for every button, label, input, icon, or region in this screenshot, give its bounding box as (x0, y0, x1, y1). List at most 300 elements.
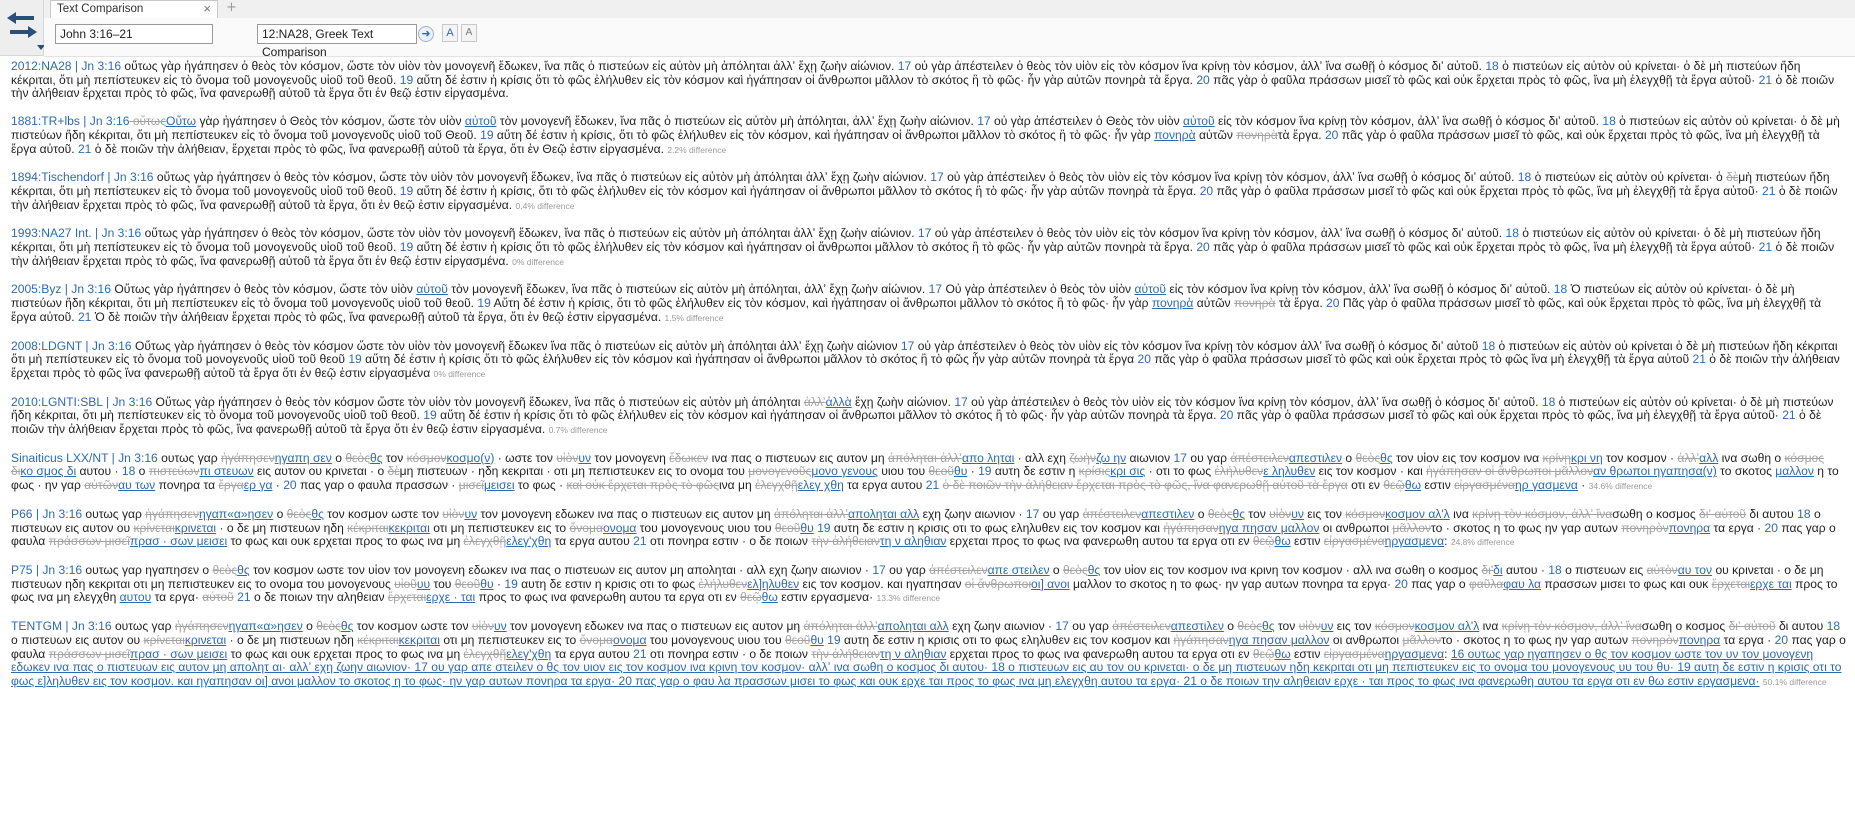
verse-text: αὕτη δέ ἐστιν ἡ κρίσις ὅτι τὸ φῶς ἐλήλυθεν εἰς τὸν κόσμον καὶ ἠγάπησαν οἱ ἄνθρωποι μᾶλλον τὸ σκότος ἢ τὸ φῶς· ἦν γὰρ αὐτῶν πονηρὰ τὰ ἔργα. (413, 72, 1197, 87)
added-text: ηγα πησαν μαλλον (1218, 520, 1320, 535)
verse-text: ἔχῃ ζωὴν αἰώνιον. (851, 394, 955, 409)
omitted-text: ἠγάπησεν (145, 506, 200, 521)
verse-number[interactable]: 17 (917, 226, 932, 241)
verse-text: το φως · (514, 478, 567, 493)
comparison-row (11, 508, 1846, 550)
verse-number[interactable]: 21 (633, 534, 647, 549)
omitted-text: θεὸς (286, 506, 312, 521)
omitted-text: ἠγάπησαν (1163, 520, 1219, 535)
comparison-row (11, 227, 1846, 269)
omitted-text: ἐλήλυθεν (1214, 464, 1264, 479)
resource-reference-link[interactable]: 1881:TR+lbs | Jn 3:16 (11, 114, 130, 129)
verse-text: Ὁ δὲ ποιῶν τὴν ἀλήθειαν ἔρχεται πρὸς τὸ φῶς, ἵνα φανερωθῇ αὐτοῦ τὰ ἔργα, ὅτι ἐν θεῷ ἐστιν εἰργασμένα. (91, 309, 665, 324)
verse-number[interactable]: 20 (1326, 296, 1340, 311)
tab-close-icon[interactable]: × (203, 1, 211, 16)
omitted-text: δι' (1481, 562, 1494, 577)
app-menu-button[interactable] (0, 0, 44, 56)
resource-reference-link[interactable]: P66 | Jn 3:16 (11, 506, 83, 521)
verse-number[interactable]: 19 (399, 72, 414, 87)
omitted-text: μᾶλλον (1392, 520, 1432, 535)
verse-text: τα εργα αυτου (843, 478, 926, 493)
added-text: κοσμο(ν) (446, 450, 495, 465)
verse-number[interactable]: 19 (399, 240, 414, 255)
verse-text: μαλλον το σκοτος η το φως· ην γαρ αυτων πονηρα τα εργα· (1069, 576, 1395, 591)
added-text: θς (340, 619, 354, 634)
omitted-text: κέκριται (347, 520, 389, 535)
added-text: θς (1262, 619, 1275, 634)
verse-number[interactable]: 18 (1548, 562, 1562, 577)
added-text: τη ν αληθιαν (879, 534, 947, 549)
verse-number[interactable]: 19 (399, 183, 414, 198)
verse-text: το φως και ουκ ερχεται προς το φως ινα μη (227, 646, 464, 661)
added-text: κρι νη (1570, 450, 1603, 465)
verse-text: · (967, 464, 979, 479)
omitted-text: διʼ αὐτοῦ (1699, 506, 1747, 521)
added-text: υν (1320, 619, 1334, 634)
verse-number[interactable]: 19 (423, 408, 437, 423)
verse-number[interactable]: 21 (237, 590, 251, 605)
added-text: ηργασμενα (1384, 646, 1445, 661)
resource-reference-link[interactable]: 2008:LDGNT | Jn 3:16 (11, 338, 132, 353)
comparison-row (11, 396, 1846, 438)
toolbar (44, 18, 1855, 57)
verse-number[interactable]: 20 (283, 478, 297, 493)
comparison-row (11, 452, 1846, 494)
verse-text: οὕτως γὰρ ἠγάπησεν ὁ θεὸς τὸν κόσμον, ὥστε τὸν υἱὸν τὸν μονογενῆ ἔδωκεν, ἵνα πᾶς ὁ πιστεύων εἰς αὐτὸν μὴ ἀπόληται ἀλλʼ ἔχῃ ζωὴν αἰώνιον. (141, 226, 918, 241)
added-text: αυ τον (1677, 562, 1713, 577)
verse-number[interactable]: 21 (1758, 240, 1773, 255)
resource-reference-link[interactable]: Sinaiticus LXX/NT | Jn 3:16 (11, 450, 158, 465)
comparison-list (11, 60, 1846, 704)
resource-reference-link[interactable]: 2010:LGNTI:SBL | Jn 3:16 (11, 394, 153, 409)
verse-text: πᾶς γὰρ ὁ φαῦλα πράσσων μισεῖ τὸ φῶς καὶ οὐκ ἔρχεται πρὸς τὸ φῶς, ἵνα μὴ ἐλεγχθῇ τὰ ἔργα αὐτοῦ· (1209, 240, 1759, 255)
omitted-text: ἔρχεται (387, 590, 427, 605)
verse-number[interactable]: 19 (477, 296, 491, 311)
added-text: κεκριται (398, 632, 440, 647)
added-text: αλλ (1699, 450, 1719, 465)
omitted-text: θεῷ (740, 590, 762, 605)
verse-text: Οὐ γὰρ ἀπέστειλεν ὁ θεὸς τὸν υἱὸν (942, 282, 1135, 297)
added-text: θς (1087, 562, 1101, 577)
omitted-text: θεὸς (1063, 562, 1088, 577)
verse-text: ινα σωθη ο (1718, 450, 1785, 465)
added-text: θς (311, 506, 324, 521)
verse-text: ὁ πιστεύων εἰς αὐτὸν οὐ κρίνεται ὁ δὲ μὴ πιστεύων ἤδη κέκριται ὅτι μὴ πεπίστευκεν εἰς τὸ ὄνομα τοῦ μονογενοῦς υἱοῦ τοῦ θεοῦ (11, 338, 1838, 367)
verse-number[interactable]: 21 (1758, 72, 1773, 87)
verse-text: τον (1245, 506, 1270, 521)
font-size-decrease-button[interactable]: A (461, 24, 477, 42)
omitted-text: εἰργασμένα (1323, 646, 1385, 661)
omitted-text: θεὸς (316, 619, 341, 634)
omitted-text: πιστεύων (148, 464, 200, 479)
verse-number[interactable]: 18 (1485, 59, 1499, 73)
verse-text: οτι πονηρα εστιν · ο δε ποιων (646, 646, 812, 661)
verse-text: αυτου · (1502, 562, 1549, 577)
verse-text: αυτη δε εστιν η κρισις οτι το φως (517, 576, 699, 591)
verse-number[interactable]: 18 (121, 464, 136, 479)
added-text: θς (237, 562, 250, 577)
verse-number[interactable]: 20 (1199, 183, 1214, 198)
omitted-text: πονηρὸν (1631, 632, 1679, 647)
comparison-row (11, 171, 1846, 213)
verse-text: · ο δε μη πιστευων ηδη (226, 632, 358, 647)
verse-number[interactable]: 20 (1196, 240, 1210, 255)
added-text: πρασ · σων μεισει (129, 534, 228, 549)
added-text: θω (761, 590, 778, 605)
verse-number[interactable]: 17 (954, 394, 968, 409)
omitted-text: ἀπέστειλεν (1230, 450, 1289, 465)
verse-text: ινα (1449, 506, 1473, 521)
omitted-text: κόσμον (1345, 506, 1386, 521)
added-text: θς (1380, 450, 1393, 465)
verse-number[interactable]: 18 (1517, 170, 1532, 185)
verse-text: ο (135, 464, 149, 479)
omitted-text: αὐτὸν (1646, 562, 1678, 577)
difference-percent: 34.6% difference (1588, 481, 1653, 492)
added-text: πονηρα (1668, 520, 1711, 535)
new-tab-button[interactable]: + (226, 0, 237, 15)
verse-text: πας γαρ ο (1407, 576, 1469, 591)
verse-text: μὴ πιστεύων ἤδη κέκριται, ὅτι μὴ πεπίστευκεν εἰς τὸ ὄνομα τοῦ μονογενοῦς υἱοῦ τοῦ θεοῦ. (11, 170, 1830, 198)
verse-text: : (1444, 534, 1451, 549)
omitted-text: πονηρὰ (1236, 127, 1278, 142)
verse-text: αὕτη δέ ἐστιν ἡ κρίσις, ὅτι τὸ φῶς ἐλήλυθεν εἰς τὸν κόσμον, καὶ ἠγάπησαν οἱ ἄνθρωποι μᾶλλον τὸ σκότος ἢ τὸ φῶς· ἦν γὰρ (493, 127, 1155, 142)
go-arrow-icon[interactable]: ➜ (418, 26, 434, 42)
verse-text: πᾶς γὰρ ὁ φαῦλα πράσσων μισεῖ τὸ φῶς καὶ οὐκ ἔρχεται πρὸς τὸ φῶς ἵνα μὴ ἐλεγχθῇ τὰ ἔργα αὐτοῦ (1150, 352, 1693, 367)
added-text: ηγαπ«α»ησεν (199, 506, 274, 521)
omitted-text: οὕτως (129, 114, 167, 129)
verse-text: · (272, 478, 284, 493)
added-text: ελεγ'χθη (506, 534, 552, 549)
omitted-text: διʼ αὐτοῦ (1728, 619, 1776, 634)
font-size-increase-button[interactable]: A (442, 24, 458, 42)
verse-text: εις τον κοσμον · και (1315, 464, 1427, 479)
omitted-text: πράσσων μισεῖ (48, 646, 130, 661)
resource-reference-link[interactable]: TENTGM | Jn 3:16 (11, 619, 112, 634)
comparison-row (11, 340, 1846, 382)
verse-number[interactable]: 20 (1219, 408, 1234, 423)
added-text: κο σμος δι (20, 464, 77, 479)
verse-text: · ο δε μη πιστευων ηδη (216, 520, 348, 535)
verse-text: το · σκοτος η το φως ην γαρ αυτων (1431, 520, 1622, 535)
verse-text: ὁ δὲ ποιῶν τὴν ἀλήθειαν ἔρχεται πρὸς τὸ φῶς ἵνα φανερωθῇ αὐτοῦ τὰ ἔργα ὅτι ἐν θεῷ ἐστιν εἰργασμένα (11, 352, 1840, 380)
added-text: αν θρωποι ηγαπησα(ν) (1593, 464, 1717, 479)
omitted-text: πράσσων μισεῖ (48, 534, 130, 549)
verse-text: ὁ πιστεύων εἰς αὐτὸν οὐ κρίνεται· ὁ (1531, 170, 1727, 185)
verse-text: ουτως γαρ ηγαπησεν ο (82, 562, 213, 577)
omitted-text: κρίνῃ τὸν κόσμον, ἀλλʼ ἵνα (1501, 619, 1642, 634)
verse-text: εχη ζωην αιωνιον · (948, 619, 1056, 634)
resource-input[interactable]: 12:NA28, Greek Text Comparison (257, 24, 417, 44)
omitted-text: κρίνεται (133, 520, 175, 535)
added-text: απεστιλεν (1288, 450, 1343, 465)
verse-text: ο (1223, 619, 1238, 634)
added-text: υν (578, 450, 592, 465)
verse-number[interactable]: 17 (1173, 450, 1187, 465)
verse-text: η το φως · ην γαρ (11, 464, 1839, 493)
verse-number[interactable]: 20 (1764, 520, 1778, 535)
verse-number[interactable]: 18 (1505, 226, 1519, 241)
added-text: πρασ · σων μεισει (129, 646, 228, 661)
added-text: ηγαπ«α»ησεν (228, 619, 303, 634)
verse-text: τον κοσμον ωστε τον υἱον τον μονογενη εδωκεν ινα πας ο πιστευων εις αυτον μη αποληται · αλλ εχη ζωην αιωνιον · (249, 562, 873, 577)
resource-reference-link[interactable]: 1894:Tischendorf | Jn 3:16 (11, 170, 154, 185)
added-text: ηρ γασμενα (1515, 478, 1578, 493)
omitted-text: δὲ (1726, 170, 1739, 185)
verse-text: ου γαρ (1039, 506, 1083, 521)
added-text: δι (1493, 562, 1503, 577)
omitted-text: υἱὸν (471, 619, 494, 634)
added-text: κοσμον αλ'λ (1385, 506, 1450, 521)
verse-text: ο δε ποιων την αληθειαν (250, 590, 388, 605)
omitted-text: ὁ δὲ ποιῶν τὴν ἀλήθειαν ἔρχεται πρὸς τὸ φῶς, ἵνα φανερωθῇ αὐτοῦ τὰ ἔργα (942, 478, 1348, 493)
verse-text: πρασσων μισει το φως και ουκ (1540, 576, 1712, 591)
verse-text: πας γαρ ο φαυλα (11, 520, 1836, 549)
verse-number[interactable]: 19 (480, 127, 494, 142)
omitted-text: εἰργασμένα (1454, 478, 1515, 493)
omitted-text: ἠγάπησεν (174, 619, 229, 634)
added-text: κοσμον αλ'λ (1414, 619, 1480, 634)
verse-text: οτι εν (1347, 478, 1384, 493)
verse-number[interactable]: 18 (1541, 394, 1556, 409)
omitted-text: θεῷ (1252, 534, 1275, 549)
added-text: θυ (800, 520, 814, 535)
added-text: θω (1404, 478, 1422, 493)
verse-text: εἰς τὸν κόσμον ἵνα κρίνῃ τὸν κόσμον, ἀλλʼ ἵνα σωθῇ ὁ κόσμος διʼ αὐτοῦ. (1214, 114, 1603, 129)
omitted-text: θεοῦ (784, 632, 811, 647)
omitted-text: αὐτῶν (84, 478, 119, 493)
verse-text: · αλλ εχη (1014, 450, 1070, 465)
verse-number[interactable]: 20 (1137, 352, 1151, 367)
verse-number[interactable]: 18 (1602, 114, 1616, 129)
verse-number[interactable]: 17 (872, 562, 886, 577)
omitted-text: ἠγάπησεν (221, 450, 275, 465)
verse-number[interactable]: 17 (1025, 506, 1040, 521)
verse-text: εστιν (1290, 534, 1324, 549)
added-text: αυτου (119, 590, 152, 605)
comparison-row (11, 564, 1846, 606)
verse-number[interactable]: 17 (928, 282, 943, 297)
verse-text: εστιν εργασμενα· (777, 590, 877, 605)
comparison-row (11, 115, 1846, 157)
verse-number[interactable]: 21 (1762, 183, 1776, 198)
added-text: απο ληται (961, 450, 1015, 465)
added-text: μαλλον (1775, 464, 1814, 479)
added-text: αυ των (118, 478, 156, 493)
omitted-text: θεὸς (1207, 506, 1233, 521)
verse-text: ου γαρ (885, 562, 930, 577)
verse-number[interactable]: 19 (827, 632, 841, 647)
omitted-text: υἱὸν (1269, 506, 1292, 521)
verse-text: σωθη ο κοσμος (1612, 506, 1700, 521)
added-text: 16 ουτως γαρ ηγαπησεν ο θς τον κοσμον ωστε τον υν τον μονογενη εδωκεν ινα πας ο πιστευων εις αυτον μη απολητ αι· αλλʼ εχη ζωην αιωνιον· 17 ου γαρ απε στειλεν ο θς τον υιον εις τον κοσμον ινα κρινη τον κοσμον· αλλʼ ινα σωθη ο κοσμος δι αυτου· 18 ο πιστευων εις αυ τον ου κρινεται· ο δε μη πιστευων ηδη κεκριται οτι μη πεπιστευκεν εις το ονομα του μονογενους υυ του θυ· 19 αυτη δε εστιν η κρισις οτι το φως ε]ληλυθεν εις τον κοσμον. και ηγαπησαν οι] ανοι μαλλον το σκοτος η το φως· ην γαρ αυτων πονηρα τα εργα· 20 πας γαρ ο φαυ λα πρασσων μισει το φως και ουκ ερχε ται προς το φως ινα μη ελεγχθη αυτου τα εργα· 21 ο δε ποιων την αληθειαν ερχε · ται προς το φως ινα φανερωθη αυτου τα εργα οτι εν θω εστιν εργασμενα· (11, 646, 1842, 688)
omitted-text: ὄνομα (569, 520, 603, 535)
verse-number[interactable]: 21 (77, 309, 92, 324)
verse-text: υιου του (877, 464, 929, 479)
verse-text: τα εργα · (1720, 632, 1775, 647)
omitted-text: κρίνεται (143, 632, 185, 647)
verse-text: ουτως γαρ (157, 450, 221, 465)
verse-text: ουτως γαρ (82, 506, 146, 521)
omitted-text: ἀπόληται ἀλλʼ (803, 619, 878, 634)
added-text: θυ (953, 464, 968, 479)
added-text: οι] ανοι (1031, 576, 1070, 591)
verse-text: το σκοτος (1716, 464, 1776, 479)
omitted-text: ἠγάπησαν (1173, 632, 1229, 647)
verse-number[interactable]: 18 (1481, 338, 1496, 353)
omitted-text: κρίνῃ τὸν κόσμον, ἀλλʼ ἵνα (1472, 506, 1613, 521)
verse-text: τα εργα· (151, 590, 203, 605)
verse-text: ου γαρ (1068, 619, 1113, 634)
difference-percent: 2.2% difference (667, 144, 727, 155)
verse-number[interactable]: 21 (77, 141, 92, 156)
verse-number[interactable]: 21 (1782, 408, 1796, 423)
added-text: ηγαπη σεν (274, 450, 332, 465)
resource-reference-link[interactable]: 2012:NA28 | Jn 3:16 (11, 59, 122, 73)
added-text: μονο γενους (811, 464, 878, 479)
verse-text: πᾶς γὰρ ὁ φαῦλα πράσσων μισεῖ τὸ φῶς καὶ οὐκ ἔρχεται πρὸς τὸ φῶς, ἵνα μὴ ἐλεγχθῇ τὰ ἔργα αὐτοῦ· (1233, 408, 1783, 423)
verse-text: τα εργα · (1710, 520, 1765, 535)
verse-text: οὐ γὰρ ἀπέστειλεν ὁ θεὸς τὸν υἱὸν εἰς τὸν κόσμον ἵνα κρίνῃ τὸν κόσμον ἀλλʼ ἵνα σωθῇ ὁ κόσμος διʼ αὐτοῦ (914, 338, 1482, 353)
tab-text-comparison[interactable] (50, 0, 218, 18)
verse-text: τὰ ἔργα. (1275, 296, 1327, 311)
verse-number[interactable]: 20 (1774, 632, 1789, 647)
added-text: τη ν αληθιαν (879, 646, 947, 661)
omitted-text: υἱὸν (1298, 619, 1321, 634)
verse-text: αυτη δε εστιν η κρισις οτι το φως εληλυθεν εις τον κοσμον και (840, 632, 1174, 647)
omitted-text: θεοῦ (774, 520, 801, 535)
resource-reference-link[interactable]: P75 | Jn 3:16 (11, 562, 83, 577)
verse-text: ο (1194, 506, 1208, 521)
omitted-text: οἱ ἄνθρωποι (964, 576, 1032, 591)
verse-number[interactable]: 19 (978, 464, 992, 479)
verse-text: εις αυτον ου κρινεται · ο (253, 464, 388, 479)
added-text: πονηρα (1678, 632, 1721, 647)
added-text: θς (1232, 506, 1246, 521)
reference-input[interactable]: John 3:16–21 (55, 24, 213, 44)
omitted-text: μισεῖ (458, 478, 484, 493)
verse-number[interactable]: 17 (1055, 619, 1069, 634)
verse-text: εις τον (1333, 619, 1375, 634)
verse-number[interactable]: 21 (633, 646, 647, 661)
difference-percent: 0% difference (512, 256, 564, 267)
added-text: ερχε ται (1750, 576, 1792, 591)
omitted-text: θεὸς (1355, 450, 1381, 465)
verse-text: ὁ πιστεύων εἰς αὐτὸν οὐ κρίνεται· ὁ δὲ μὴ πιστεύων ἤδη κέκριται, ὅτι μὴ πεπίστευκεν εἰς τὸ ὄνομα τοῦ μονογενοῦς υἱοῦ τοῦ Θεοῦ. (11, 114, 1840, 142)
verse-text: ὁ δὲ ποιῶν τὴν ἀλήθειαν, ἔρχεται πρὸς τὸ φῶς, ἵνα φανερωθῇ αὐτοῦ τὰ ἔργα, ὅτι ἐν Θεῷ ἐστιν εἰργασμένα. (91, 141, 668, 156)
verse-text: ινα πας ο πιστευων εις αυτον μη (708, 450, 888, 465)
verse-text: ὁ δὲ ποιῶν τὴν ἀλήθειαν ἔρχεται πρὸς τὸ φῶς, ἵνα φανερωθῇ αὐτοῦ τὰ ἔργα ὅτι ἐν θεῷ ἐστιν εἰργασμένα. (11, 240, 1835, 268)
verse-text: αυτη δε εστιν η (991, 464, 1079, 479)
verse-text: τὸν μονογενῆ ἔδωκεν, ἵνα πᾶς ὁ πιστεύων εἰς αὐτὸν μὴ ἀπόληται, ἀλλʼ ἔχῃ ζωὴν αἰώνιον. (447, 282, 929, 297)
tab-title: Text Comparison (57, 3, 144, 15)
verse-text: αὐτῶν (1195, 127, 1237, 142)
verse-text: γὰρ ἠγάπησεν ὁ Θεὸς τὸν κόσμον, ὥστε τὸν υἱὸν (196, 114, 465, 129)
added-text: θω (1274, 534, 1291, 549)
verse-number[interactable]: 21 (1692, 352, 1706, 367)
omitted-text: ἠγάπησαν οἱ ἄνθρωποι μᾶλλον (1426, 464, 1594, 479)
added-text: πονηρὰ (1154, 127, 1196, 142)
verse-number[interactable]: 17 (897, 59, 912, 73)
verse-text: ο (331, 450, 346, 465)
verse-text: Οὕτως γὰρ ἠγάπησεν ὁ θεὸς τὸν κόσμον, ὥστε τὸν υἱὸν (110, 282, 417, 297)
added-text: πι στευων (199, 464, 254, 479)
added-text: υν (1291, 506, 1304, 521)
added-text: ερχε · ται (426, 590, 476, 605)
verse-number[interactable]: 19 (817, 520, 831, 535)
verse-text: ο πιστευων εις αυτον ου (11, 506, 1821, 535)
verse-text: ερχεται προς το φως ινα φανερωθη αυτου τα εργα οτι εν (946, 534, 1253, 549)
verse-text: ουτως γαρ (111, 619, 175, 634)
verse-text: ὁ πιστεύων εἰς αὐτὸν οὐ κρίνεται· ὁ δὲ μὴ πιστεύων ἤδη κέκριται, ὅτι μὴ πεπίστευκεν εἰς τὸ ὄνομα τοῦ μονογενοῦς υἱοῦ τοῦ θεοῦ. (11, 394, 1834, 423)
added-text: αὐτοῦ (1183, 114, 1215, 129)
verse-number[interactable]: 21 (925, 478, 940, 493)
verse-number[interactable]: 18 (1553, 282, 1568, 297)
added-text: υυ (416, 576, 431, 591)
verse-number[interactable]: 17 (930, 170, 944, 185)
difference-percent: 0% difference (433, 368, 486, 379)
omitted-text: υἱοῦ (394, 576, 417, 591)
added-text: αὐτοῦ (1134, 282, 1167, 297)
verse-number[interactable]: 17 (977, 114, 991, 129)
verse-text: τον (382, 450, 407, 465)
omitted-text: πονηρὸν (1621, 520, 1669, 535)
omitted-text: κόσμον (1374, 619, 1415, 634)
verse-text: το · σκοτος η το φως ην γαρ αυτων (1441, 632, 1632, 647)
verse-number[interactable]: 18 (1826, 619, 1841, 634)
resource-reference-link[interactable]: 1993:NA27 Int. | Jn 3:16 (11, 226, 142, 241)
verse-number[interactable]: 20 (1394, 576, 1408, 591)
comparison-row (11, 60, 1846, 101)
verse-text: τὰ ἔργα. (1277, 127, 1325, 142)
verse-text: αὕτη δέ ἐστιν ἡ κρίσις ὅτι τὸ φῶς ἐλήλυθεν εἰς τὸν κόσμον καὶ ἠγάπησαν οἱ ἄνθρωποι μᾶλλον τὸ σκότος ἢ τὸ φῶς· ἦν γὰρ αὐτῶν πονηρὰ τὰ ἔργα. (436, 408, 1220, 423)
verse-number[interactable]: 20 (1324, 127, 1339, 142)
added-text: θυ (810, 632, 824, 647)
added-text: ηργασμενα (1384, 534, 1445, 549)
difference-percent: 0.4% difference (515, 200, 575, 211)
verse-text: τον υἱον εις τον κοσμον ινα (1392, 450, 1543, 465)
verse-text: ου γαρ (1187, 450, 1231, 465)
resource-reference-link[interactable]: 2005:Byz | Jn 3:16 (11, 282, 111, 297)
comparison-row (11, 620, 1846, 690)
omitted-text: ὄνομα (579, 632, 614, 647)
omitted-text: ζωὴν (1069, 450, 1097, 465)
verse-text: · ωστε τον (494, 450, 557, 465)
verse-text: πας γαρ ο φαυλα πρασσων · (296, 478, 459, 493)
omitted-text: κόσμος δι (11, 450, 1825, 479)
verse-number[interactable]: 19 (348, 352, 362, 367)
verse-text: τον κοσμον ωστε τον (353, 619, 472, 634)
verse-number[interactable]: 19 (504, 576, 518, 591)
added-text: ελ]ηλυθεν (747, 576, 800, 591)
verse-text: εχη ζωην αιωνιον · (919, 506, 1026, 521)
tab-strip (44, 0, 1855, 19)
omitted-text: μᾶλλον (1402, 632, 1442, 647)
added-text: ελεγ χθη (797, 478, 844, 493)
verse-number[interactable]: 18 (1797, 506, 1811, 521)
omitted-text: θεῷ (1383, 478, 1405, 493)
verse-number[interactable]: 17 (900, 338, 915, 353)
added-text: Οὕτω (166, 114, 197, 129)
verse-text: οτι μη πεπιστευκεν εις το (429, 520, 570, 535)
verse-text: του μονογενους υιου του (636, 520, 775, 535)
omitted-text: αὐτοῦ (202, 590, 234, 605)
omitted-text: ἀπέστειλεν (1082, 506, 1142, 521)
verse-text: πᾶς γὰρ ὁ φαῦλα πράσσων μισεῖ τὸ φῶς καὶ οὐκ ἔρχεται πρὸς τὸ φῶς, ἵνα μὴ ἐλεγχθῇ τὰ ἔργα αὐτοῦ· (1213, 183, 1763, 198)
omitted-text: ἔργα (218, 478, 244, 493)
added-text: υν (464, 506, 478, 521)
verse-number[interactable]: 20 (1196, 72, 1210, 87)
